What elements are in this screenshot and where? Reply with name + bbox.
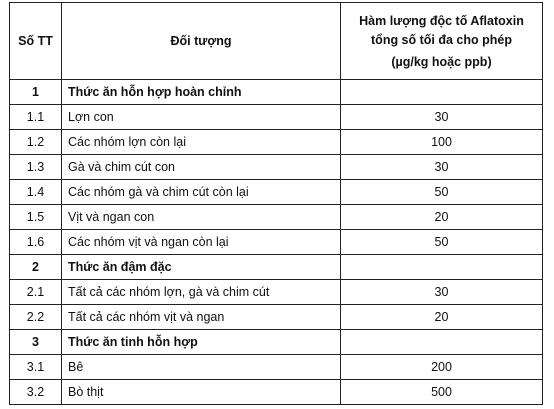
table-cell-stt: 2.2 bbox=[10, 305, 62, 330]
table-row bbox=[10, 380, 543, 405]
table-cell-value: 30 bbox=[341, 105, 543, 130]
table-cell-subject: Các nhóm vịt và ngan còn lại bbox=[62, 230, 341, 255]
table-cell-value bbox=[341, 255, 543, 280]
table-cell-stt: 1.2 bbox=[10, 130, 62, 155]
table-cell-subject: Lợn con bbox=[62, 105, 341, 130]
table-cell-value: 30 bbox=[341, 280, 543, 305]
table-cell-subject: Thức ăn đậm đặc bbox=[62, 255, 341, 280]
table-cell-subject: Các nhóm lợn còn lại bbox=[62, 130, 341, 155]
table-cell-stt: 1.1 bbox=[10, 105, 62, 130]
table-cell-stt: 3 bbox=[10, 330, 62, 355]
table-row bbox=[10, 280, 543, 305]
table-cell-value: 30 bbox=[341, 155, 543, 180]
table-cell-stt: 1 bbox=[10, 80, 62, 105]
table-cell-stt: 1.4 bbox=[10, 180, 62, 205]
table-cell-stt: 3.2 bbox=[10, 380, 62, 405]
aflatoxin-limits-table bbox=[9, 2, 543, 405]
table-cell-subject: Các nhóm gà và chim cút còn lại bbox=[62, 180, 341, 205]
table-cell-subject: Bò thịt bbox=[62, 380, 341, 405]
header-limit-line1: Hàm lượng độc tố Aflatoxin bbox=[359, 13, 524, 28]
table-cell-value: 50 bbox=[341, 180, 543, 205]
table-cell-subject: Thức ăn hỗn hợp hoàn chỉnh bbox=[62, 80, 341, 105]
table-row bbox=[10, 230, 543, 255]
table-row bbox=[10, 355, 543, 380]
table-cell-subject: Thức ăn tinh hỗn hợp bbox=[62, 330, 341, 355]
table-cell-value: 500 bbox=[341, 380, 543, 405]
table-cell-subject: Tất cả các nhóm lợn, gà và chim cút bbox=[62, 280, 341, 305]
header-stt: Số TT bbox=[10, 3, 62, 80]
table-row bbox=[10, 180, 543, 205]
table-header-row bbox=[10, 3, 543, 80]
header-subject: Đối tượng bbox=[62, 3, 341, 80]
header-limit-line2: tổng số tối đa cho phép bbox=[371, 32, 512, 47]
table-cell-stt: 3.1 bbox=[10, 355, 62, 380]
table-cell-value bbox=[341, 80, 543, 105]
table-cell-subject: Bê bbox=[62, 355, 341, 380]
table-cell-stt: 2 bbox=[10, 255, 62, 280]
header-limit-line3: (µg/kg hoặc ppb) bbox=[391, 54, 492, 69]
table-cell-value bbox=[341, 330, 543, 355]
table-cell-subject: Vịt và ngan con bbox=[62, 205, 341, 230]
table-row bbox=[10, 205, 543, 230]
table-cell-subject: Gà và chim cút con bbox=[62, 155, 341, 180]
table-cell-value: 50 bbox=[341, 230, 543, 255]
table-row bbox=[10, 155, 543, 180]
table-row bbox=[10, 130, 543, 155]
header-limit bbox=[341, 3, 543, 80]
table-body bbox=[10, 80, 543, 405]
table-group-row bbox=[10, 80, 543, 105]
table-cell-value: 200 bbox=[341, 355, 543, 380]
table-group-row bbox=[10, 330, 543, 355]
table-cell-stt: 2.1 bbox=[10, 280, 62, 305]
table-group-row bbox=[10, 255, 543, 280]
table-row bbox=[10, 305, 543, 330]
table-cell-stt: 1.5 bbox=[10, 205, 62, 230]
table-cell-stt: 1.6 bbox=[10, 230, 62, 255]
table-cell-stt: 1.3 bbox=[10, 155, 62, 180]
table-cell-subject: Tất cả các nhóm vịt và ngan bbox=[62, 305, 341, 330]
table-cell-value: 20 bbox=[341, 205, 543, 230]
table-cell-value: 20 bbox=[341, 305, 543, 330]
table-cell-value: 100 bbox=[341, 130, 543, 155]
table-row bbox=[10, 105, 543, 130]
